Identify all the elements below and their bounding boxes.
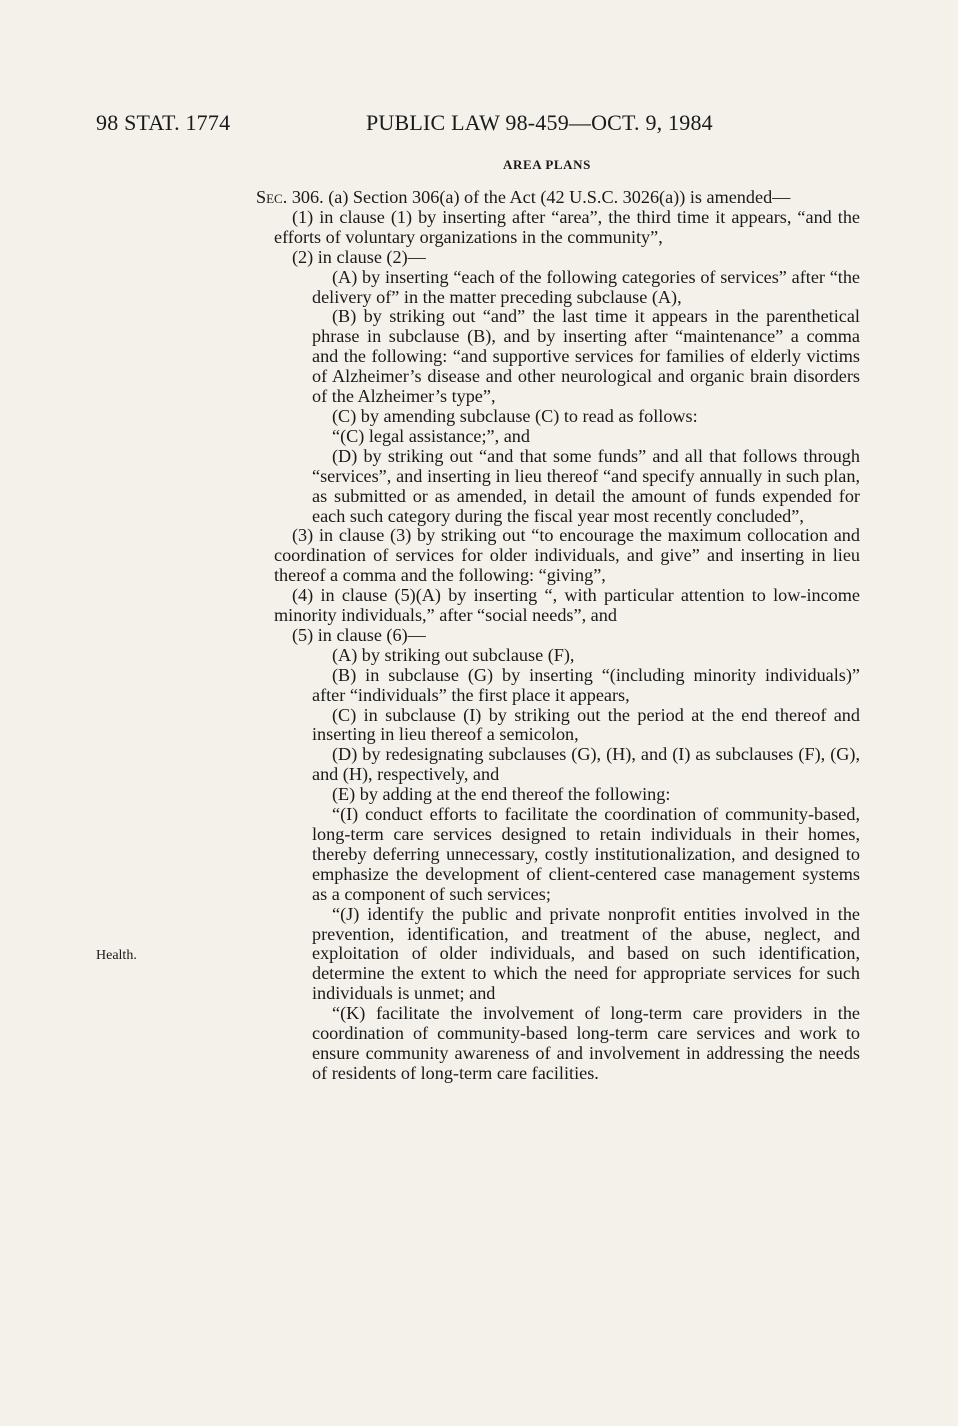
clause-2: (2) in clause (2)— xyxy=(292,246,426,267)
clause-1: (1) in clause (1) by inserting after “area”, the third time it appears, “and the efforts of voluntary organizations in the community”, xyxy=(274,206,860,247)
law-title: PUBLIC LAW 98-459—OCT. 9, 1984 xyxy=(366,110,713,135)
section-body xyxy=(234,188,860,1084)
clause-5-e: (E) by adding at the end thereof the following: xyxy=(332,784,671,805)
clause-2-c: (C) by amending subclause (C) to read as follows: xyxy=(332,405,698,426)
clause-5-c: (C) in subclause (I) by striking out the period at the end thereof and inserting in lieu thereof a semicolon, xyxy=(312,704,860,745)
new-clause-j: “(J) identify the public and private nonprofit entities involved in the prevention, identification, and treatment of the abuse, neglect, and exploitation of older individuals, and based on such identification, determine the extent to which the need for appropriate services for such individuals is unmet; and xyxy=(312,903,860,1004)
margin-note-health: Health. xyxy=(96,948,137,963)
new-clause-i: “(I) conduct efforts to facilitate the coordination of community-based, long-term care services designed to retain individuals in their homes, thereby deferring unnecessary, costly institutionalization, and designed to emphasize the development of client-centered case management systems as a component of such services; xyxy=(312,804,860,904)
clause-2-a: (A) by inserting “each of the following categories of services” after “the delivery of” in the matter preceding subclause (A), xyxy=(312,266,860,307)
clause-2-b: (B) by striking out “and” the last time it appears in the parenthetical phrase in subclause (B), and by inserting after “maintenance” a comma and the following: “and supportive services for families of elderly victims of Alzheimer’s disease and other neurological and organic brain disorders of the Alzheimer’s type”, xyxy=(312,306,860,407)
new-clause-k: “(K) facilitate the involvement of long-term care providers in the coordination of community-based long-term care services and work to ensure community awareness of and involvement in addressing the needs of residents of long-term care facilities. xyxy=(312,1003,860,1083)
clause-4: (4) in clause (5)(A) by inserting “, with particular attention to low-income minority individuals,” after “social needs”, and xyxy=(274,585,860,626)
clause-3: (3) in clause (3) by striking out “to encourage the maximum collocation and coordination of services for older individuals, and give” and inserting in lieu thereof a comma and the following: “giving”, xyxy=(274,525,860,586)
clause-2-c-quote: “(C) legal assistance;”, and xyxy=(332,425,530,446)
clause-5-b: (B) in subclause (G) by inserting “(including minority individuals)” after “individuals” the first place it appears, xyxy=(312,664,860,705)
clause-5: (5) in clause (6)— xyxy=(292,624,426,645)
clause-5-d: (D) by redesignating subclauses (G), (H), and (I) as subclauses (F), (G), and (H), respectively, and xyxy=(312,744,860,785)
intro-text: 306. (a) Section 306(a) of the Act (42 U.S.C. 3026(a)) is amended— xyxy=(287,187,791,207)
clause-5-a: (A) by striking out subclause (F), xyxy=(332,644,575,665)
section-intro xyxy=(234,188,860,208)
section-heading: AREA PLANS xyxy=(503,157,591,172)
clause-2-d: (D) by striking out “and that some funds” and all that follows through “services”, and inserting in lieu thereof “and specify annually in such plan, as submitted or as amended, in detail the amount of funds expended for each such category during the fiscal year most recently concluded”, xyxy=(312,445,860,526)
sec-label: Sec. xyxy=(256,187,288,207)
stat-citation: 98 STAT. 1774 xyxy=(96,110,231,135)
